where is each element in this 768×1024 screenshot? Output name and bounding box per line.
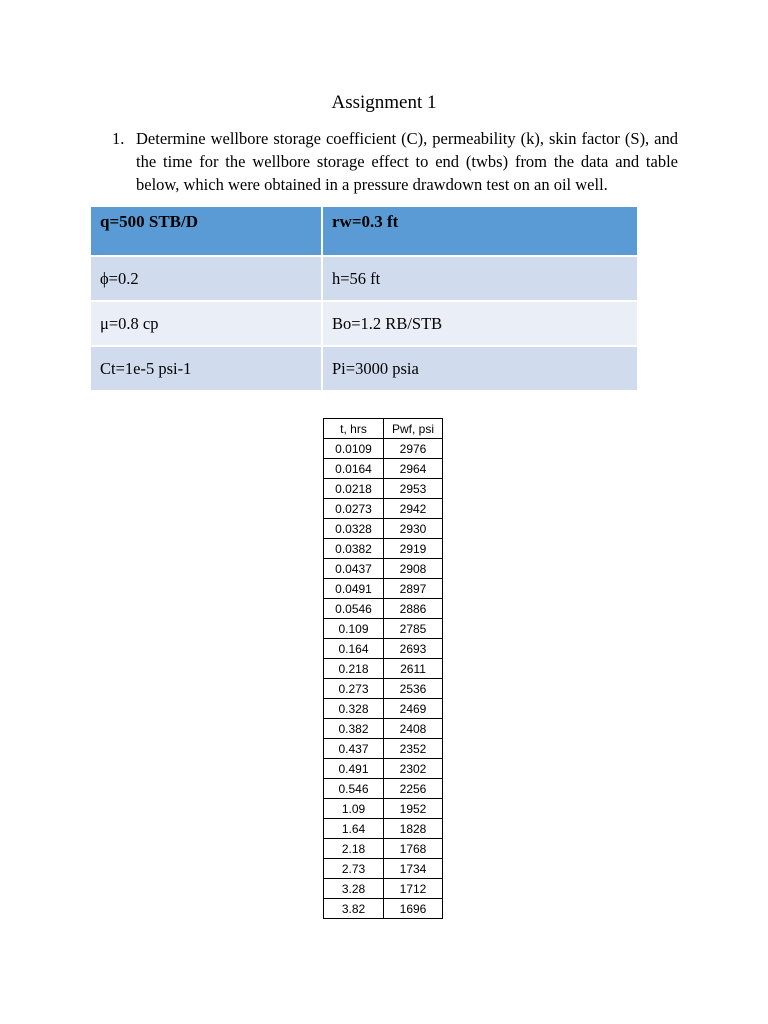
pressure-cell: 2536: [384, 679, 443, 699]
time-cell: 0.0164: [324, 459, 384, 479]
table-row: [324, 539, 443, 559]
table-row: [324, 899, 443, 919]
question-number: 1.: [112, 129, 125, 148]
table-row: [324, 879, 443, 899]
time-cell: 3.28: [324, 879, 384, 899]
page-title: Assignment 1: [331, 92, 437, 113]
pressure-cell: 2930: [384, 519, 443, 539]
table-row: [324, 479, 443, 499]
question-1: [112, 127, 678, 196]
table-row: [324, 839, 443, 859]
parameters-header-row: [91, 207, 637, 256]
time-cell: 0.546: [324, 779, 384, 799]
table-row: [324, 579, 443, 599]
pressure-cell: 2693: [384, 639, 443, 659]
time-cell: 0.218: [324, 659, 384, 679]
parameters-row: [91, 346, 637, 390]
time-cell: 0.0218: [324, 479, 384, 499]
time-cell: 1.64: [324, 819, 384, 839]
time-cell: 0.382: [324, 719, 384, 739]
table-row: [324, 759, 443, 779]
table-row: [324, 499, 443, 519]
table-row: [324, 819, 443, 839]
table-row: [324, 799, 443, 819]
time-cell: 0.0437: [324, 559, 384, 579]
time-cell: 0.0109: [324, 439, 384, 459]
parameter-cell: Pi=3000 psia: [322, 346, 637, 390]
time-cell: 0.437: [324, 739, 384, 759]
table-row: [324, 699, 443, 719]
pressure-cell: 2908: [384, 559, 443, 579]
pressure-cell: 2256: [384, 779, 443, 799]
parameter-cell: rw=0.3 ft: [322, 207, 637, 256]
parameters-row: [91, 256, 637, 301]
pressure-cell: 2942: [384, 499, 443, 519]
table-row: [324, 519, 443, 539]
time-cell: 2.18: [324, 839, 384, 859]
pressure-cell: 1768: [384, 839, 443, 859]
time-cell: 0.109: [324, 619, 384, 639]
pressure-cell: 2408: [384, 719, 443, 739]
pressure-data-table: [323, 418, 443, 919]
data-header-pressure: Pwf, psi: [384, 419, 443, 439]
pressure-cell: 1712: [384, 879, 443, 899]
time-cell: 0.164: [324, 639, 384, 659]
parameters-row: [91, 301, 637, 346]
pressure-cell: 1828: [384, 819, 443, 839]
time-cell: 0.0491: [324, 579, 384, 599]
pressure-cell: 2897: [384, 579, 443, 599]
table-row: [324, 439, 443, 459]
parameter-cell: h=56 ft: [322, 256, 637, 301]
table-row: [324, 659, 443, 679]
question-text: Determine wellbore storage coefficient (C), permeability (k), skin factor (S), and the time for the wellbore storage effect to end (twbs) from the data and table below, which were obtained in a pressure drawdown test on an oil well.: [136, 129, 678, 194]
parameter-cell: μ=0.8 cp: [91, 301, 322, 346]
table-row: [324, 859, 443, 879]
time-cell: 0.0382: [324, 539, 384, 559]
pressure-cell: 1734: [384, 859, 443, 879]
table-row: [324, 779, 443, 799]
pressure-cell: 2302: [384, 759, 443, 779]
pressure-cell: 2611: [384, 659, 443, 679]
table-row: [324, 739, 443, 759]
time-cell: 0.328: [324, 699, 384, 719]
table-row: [324, 599, 443, 619]
time-cell: 2.73: [324, 859, 384, 879]
pressure-cell: 2469: [384, 699, 443, 719]
time-cell: 0.273: [324, 679, 384, 699]
parameters-table: [91, 207, 637, 390]
table-row: [324, 719, 443, 739]
pressure-cell: 2886: [384, 599, 443, 619]
pressure-cell: 2953: [384, 479, 443, 499]
parameter-cell: ϕ=0.2: [91, 256, 322, 301]
pressure-cell: 2352: [384, 739, 443, 759]
time-cell: 0.491: [324, 759, 384, 779]
parameter-cell: q=500 STB/D: [91, 207, 322, 256]
time-cell: 0.0273: [324, 499, 384, 519]
pressure-cell: 2785: [384, 619, 443, 639]
time-cell: 0.0546: [324, 599, 384, 619]
pressure-cell: 1952: [384, 799, 443, 819]
parameter-cell: Ct=1e-5 psi-1: [91, 346, 322, 390]
data-header-time: t, hrs: [324, 419, 384, 439]
data-header-row: [324, 419, 443, 439]
data-table-body: [324, 439, 443, 919]
table-row: [324, 559, 443, 579]
table-row: [324, 639, 443, 659]
pressure-cell: 2964: [384, 459, 443, 479]
pressure-cell: 2919: [384, 539, 443, 559]
time-cell: 0.0328: [324, 519, 384, 539]
time-cell: 1.09: [324, 799, 384, 819]
pressure-cell: 2976: [384, 439, 443, 459]
parameter-cell: Bo=1.2 RB/STB: [322, 301, 637, 346]
pressure-cell: 1696: [384, 899, 443, 919]
time-cell: 3.82: [324, 899, 384, 919]
table-row: [324, 679, 443, 699]
table-row: [324, 619, 443, 639]
table-row: [324, 459, 443, 479]
